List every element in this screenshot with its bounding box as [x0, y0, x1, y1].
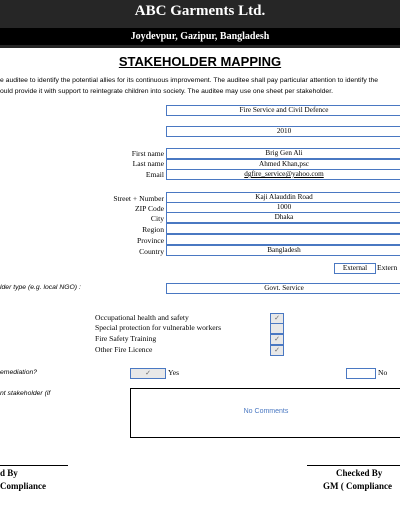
year-field[interactable]: 2010 — [166, 126, 400, 137]
city-label: City — [150, 214, 164, 223]
street-label: Street + Number — [113, 194, 164, 203]
holder-type-field[interactable]: Govt. Service — [166, 283, 400, 294]
email-label: Email — [145, 170, 164, 179]
last-name-label: Last name — [132, 159, 164, 168]
zip-label: ZIP Code — [134, 204, 164, 213]
first-name-field[interactable]: Brig Gen Ali — [166, 148, 400, 159]
country-label: Country — [139, 247, 164, 256]
support-item-label: Special protection for vulnerable workers — [95, 323, 222, 332]
signature-line-left — [0, 465, 68, 466]
stakeholder-type-overflow: Extern — [377, 263, 398, 272]
street-field[interactable]: Kaji Alauddin Road — [166, 192, 400, 203]
holder-type-label: lder type (e.g. local NGO) : — [0, 284, 81, 291]
province-label: Province — [137, 236, 164, 245]
intro-line-2: ould provide it with support to reintegrate children into society. The auditee may use one sheet per stakeholder. — [0, 88, 333, 95]
signature-left-title: d By — [0, 468, 18, 478]
support-item-checkbox[interactable] — [270, 323, 284, 334]
province-field[interactable] — [166, 234, 400, 245]
city-field[interactable]: Dhaka — [166, 212, 400, 223]
checkmark-icon: ✓ — [145, 369, 151, 377]
support-item-label: Fire Safety Training — [95, 334, 157, 343]
company-location: Joydevpur, Gazipur, Bangladesh — [0, 28, 400, 45]
last-name-field[interactable]: Ahmed Khan,psc — [166, 159, 400, 170]
region-field[interactable] — [166, 223, 400, 234]
remediation-label: emediation? — [0, 369, 38, 376]
support-item-label: Other Fire Licence — [95, 345, 153, 354]
email-field[interactable]: dgfire_service@yahoo.com — [166, 169, 400, 180]
first-name-label: First name — [131, 149, 164, 158]
company-name: ABC Garments Ltd. — [0, 0, 400, 22]
company-location-bar — [0, 22, 400, 48]
remediation-no-label: No — [378, 368, 388, 377]
country-field[interactable]: Bangladesh — [166, 245, 400, 256]
signature-left-subtitle: Compliance — [0, 481, 46, 491]
stakeholder-type-field[interactable]: External — [334, 263, 376, 274]
signature-line-right — [307, 465, 400, 466]
support-item-checkbox[interactable] — [270, 334, 284, 345]
comments-placeholder: No Comments — [243, 408, 289, 415]
checkmark-icon: ✓ — [274, 346, 280, 354]
intro-line-1: e auditee to identify the potential allies for its continuous improvement. The auditee shall pay particular attention to identify the — [0, 77, 379, 84]
comments-box[interactable] — [130, 388, 400, 438]
zip-field[interactable]: 1000 — [166, 202, 400, 213]
signature-right-subtitle: GM ( Compliance — [323, 481, 392, 491]
remediation-yes-label: Yes — [168, 368, 180, 377]
support-item-checkbox[interactable] — [270, 345, 284, 356]
page-title: STAKEHOLDER MAPPING — [118, 54, 282, 69]
organization-name-field[interactable]: Fire Service and Civil Defence — [166, 105, 400, 116]
comments-label: nt stakeholder (if — [0, 390, 51, 397]
region-label: Region — [142, 225, 164, 234]
checkmark-icon: ✓ — [274, 335, 280, 343]
checkmark-icon: ✓ — [274, 314, 280, 322]
remediation-no-checkbox[interactable] — [346, 368, 376, 379]
signature-right-title: Checked By — [336, 468, 383, 478]
support-item-label: Occupational health and safety — [95, 313, 189, 322]
remediation-yes-checkbox[interactable] — [130, 368, 166, 379]
